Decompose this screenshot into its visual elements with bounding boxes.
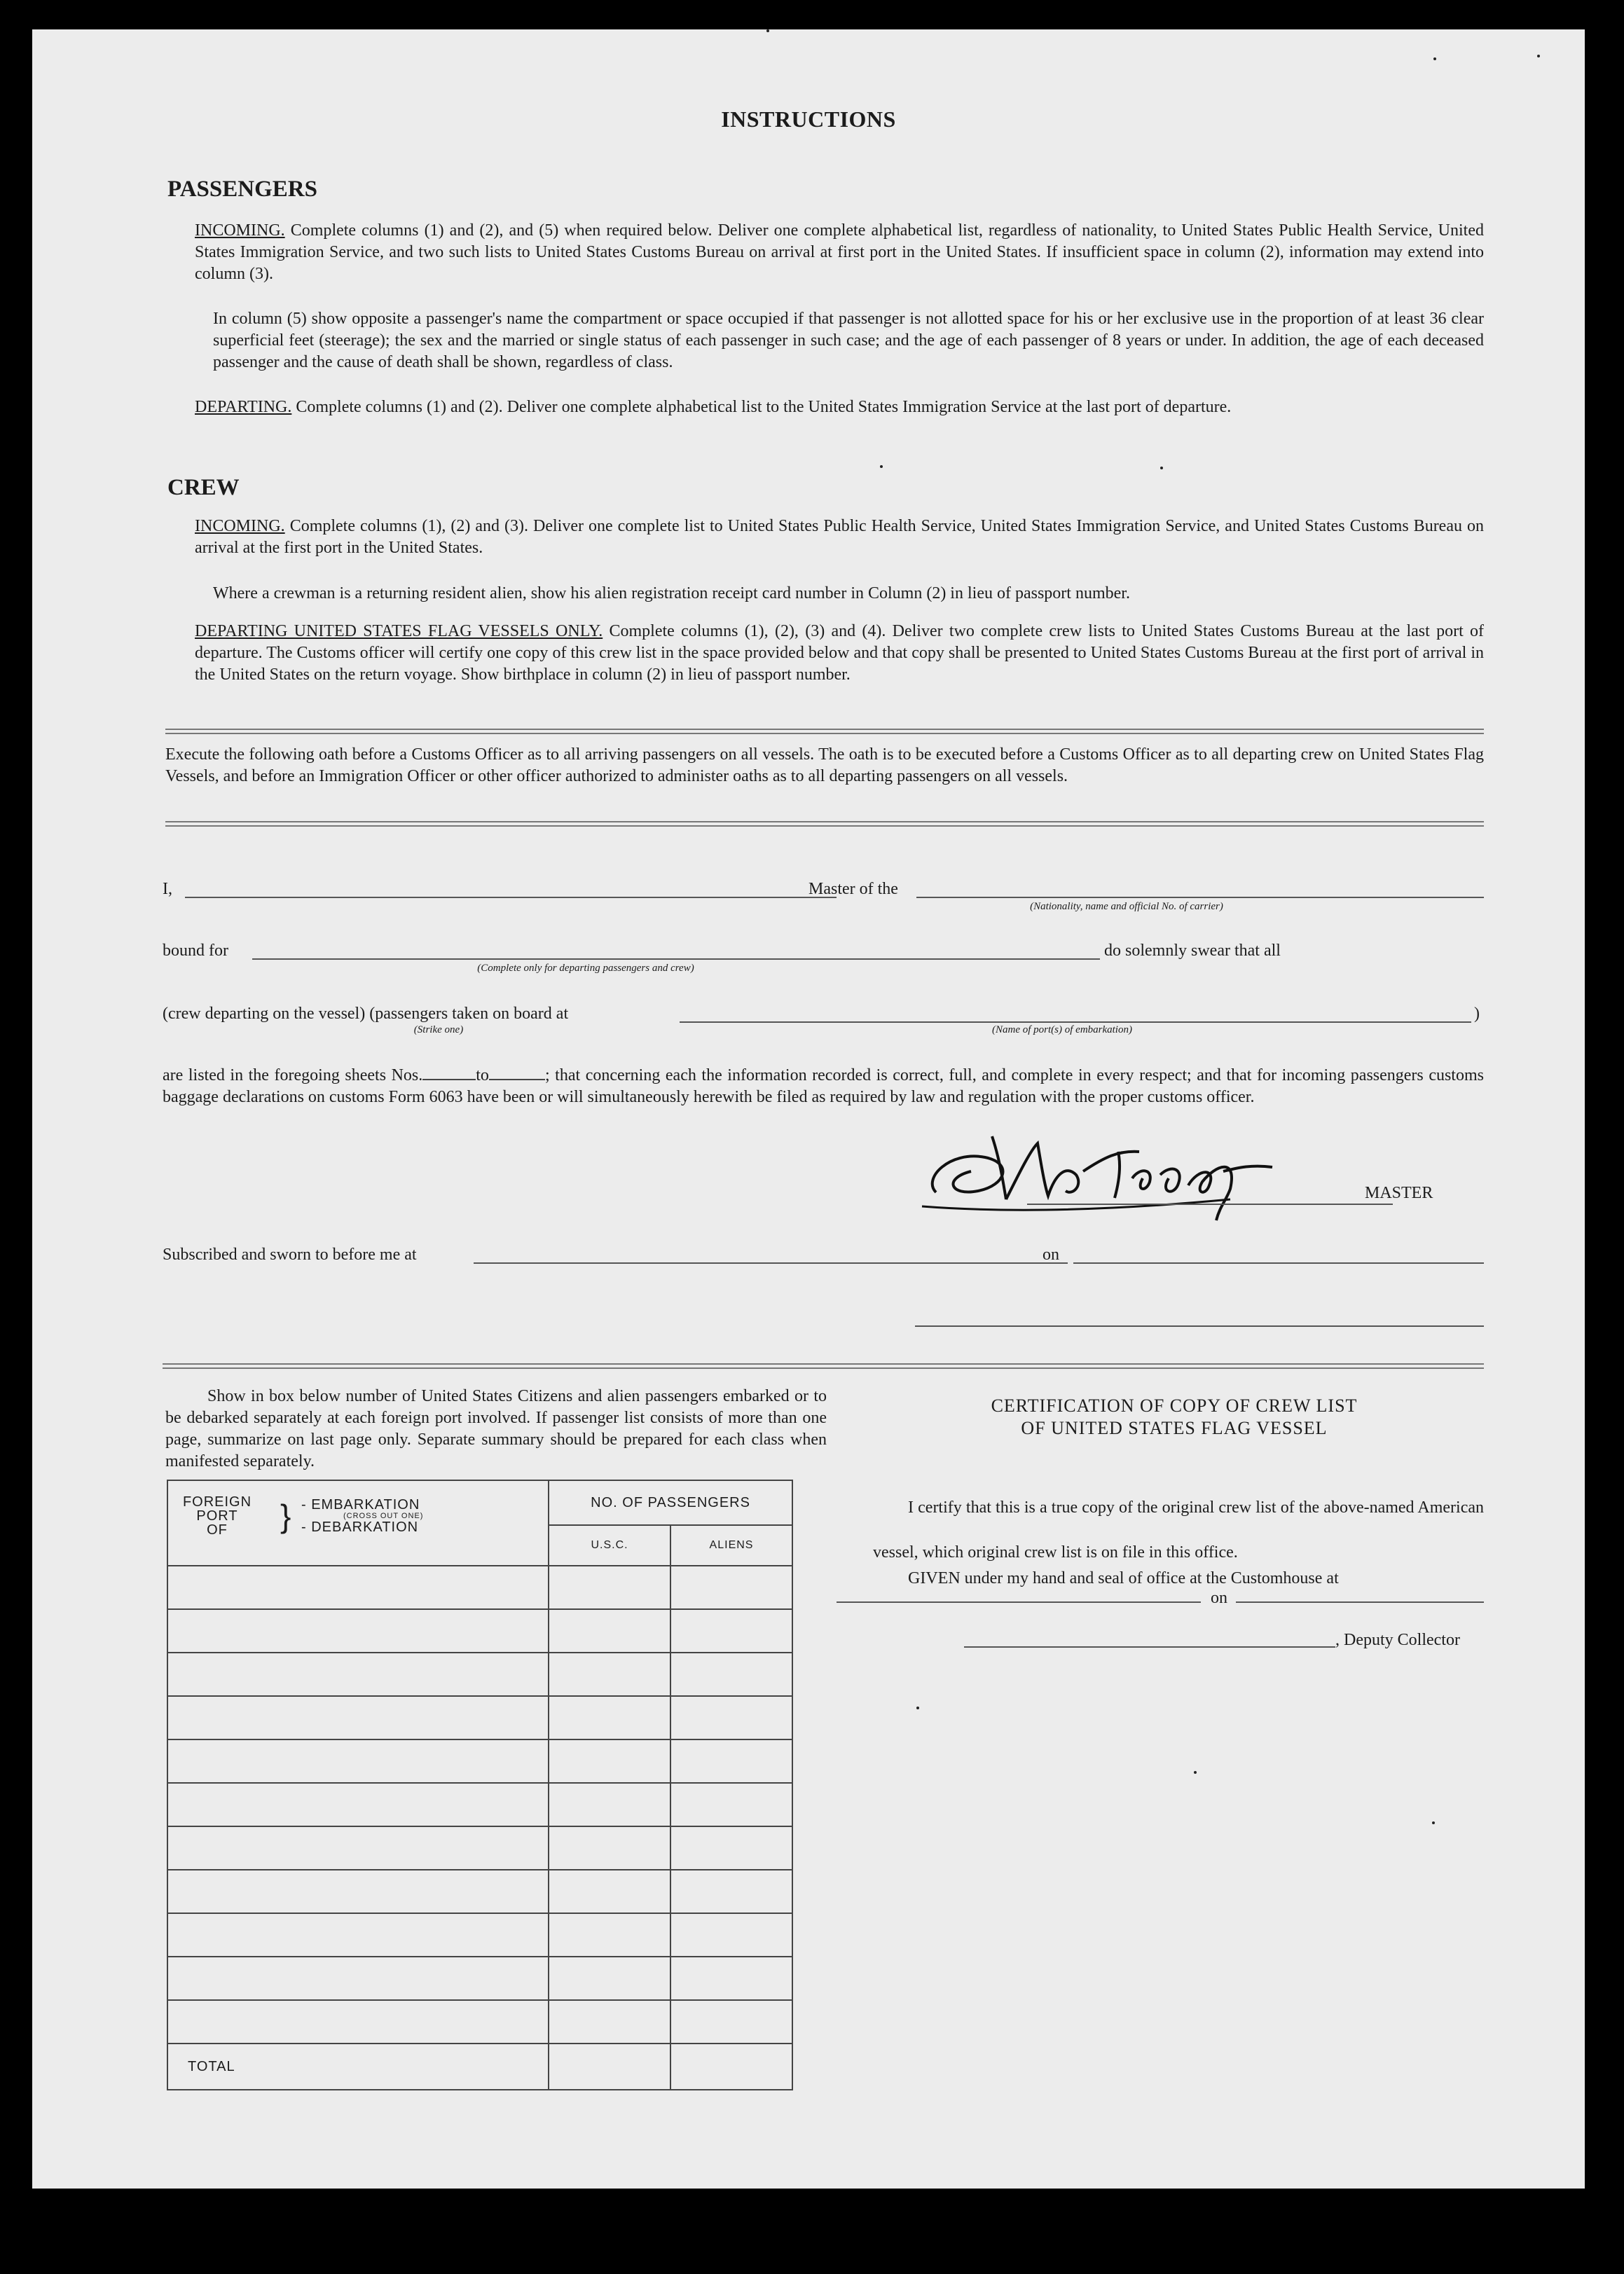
oath-bound-for: bound for — [163, 942, 228, 960]
table-cell-aliens[interactable] — [670, 1870, 792, 1913]
table-cell-aliens[interactable] — [670, 1609, 792, 1653]
table-cell-usc[interactable] — [549, 2000, 670, 2044]
crew-resident-alien-paragraph: Where a crewman is a returning resident alien, show his alien registration receipt card number in Column (2) in lieu of passport number. — [213, 584, 1130, 602]
carrier-field-caption: (Nationality, name and official No. of carrier) — [1030, 901, 1223, 912]
oath-sheets-paragraph: are listed in the foregoing sheets Nos. to ; that concerning each the information recorded is correct, full, and complete in every respect; and that for incoming passengers customs baggage declarations on customs Form 6063 have been or will simultaneously herewith be filed as required by law and regulation with the proper customs officer. — [163, 1066, 1484, 1106]
oath-master-of-the: Master of the — [808, 880, 898, 898]
closing-paren: ) — [1474, 1005, 1480, 1023]
table-row — [167, 1653, 792, 1696]
table-row — [167, 1739, 792, 1783]
table-cell-usc[interactable] — [549, 1826, 670, 1870]
brace-icon: } — [280, 1498, 291, 1534]
table-cell-aliens[interactable] — [670, 1913, 792, 1957]
embarkation-label: - EMBARKATION — [301, 1497, 420, 1512]
port-header-cell — [167, 1480, 549, 1566]
divider — [163, 1363, 1484, 1369]
port-of-embarkation-field[interactable] — [680, 1021, 1471, 1023]
customhouse-field[interactable] — [837, 1601, 1201, 1603]
total-label: TOTAL — [167, 2044, 549, 2090]
subscribed-sworn-label: Subscribed and sworn to before me at — [163, 1246, 417, 1264]
sheet-from-field[interactable] — [422, 1079, 476, 1080]
master-signature — [908, 1108, 1356, 1234]
usc-header: U.S.C. — [549, 1525, 670, 1566]
table-row — [167, 1696, 792, 1739]
destination-field[interactable] — [252, 958, 1100, 960]
certification-on-label: on — [1211, 1589, 1227, 1607]
table-cell-port[interactable] — [167, 1913, 549, 1957]
total-aliens-cell[interactable] — [670, 2044, 792, 2090]
table-cell-usc[interactable] — [549, 1870, 670, 1913]
table-cell-aliens[interactable] — [670, 1696, 792, 1739]
table-cell-port[interactable] — [167, 1870, 549, 1913]
given-under-text: GIVEN under my hand and seal of office at the Customhouse at — [908, 1569, 1339, 1587]
debarkation-label: - DEBARKATION — [301, 1520, 419, 1535]
table-cell-port[interactable] — [167, 1609, 549, 1653]
table-row — [167, 1566, 792, 1609]
table-cell-port[interactable] — [167, 1566, 549, 1609]
crew-departing-paragraph — [195, 621, 1484, 686]
sworn-place-field[interactable] — [474, 1262, 1068, 1264]
passengers-heading: PASSENGERS — [167, 177, 317, 202]
table-cell-aliens[interactable] — [670, 1826, 792, 1870]
certification-date-field[interactable] — [1236, 1601, 1484, 1603]
destination-field-caption: (Complete only for departing passengers and crew) — [477, 963, 694, 974]
table-cell-usc[interactable] — [549, 1566, 670, 1609]
deputy-collector-label: , Deputy Collector — [1335, 1631, 1460, 1649]
table-row — [167, 1826, 792, 1870]
table-row — [167, 1913, 792, 1957]
table-cell-usc[interactable] — [549, 1696, 670, 1739]
certification-title-2: OF UNITED STATES FLAG VESSEL — [1021, 1418, 1328, 1438]
table-cell-usc[interactable] — [549, 1783, 670, 1826]
carrier-field[interactable] — [916, 897, 1484, 898]
port-caption: (Name of port(s) of embarkation) — [992, 1024, 1132, 1035]
crew-departing-text: Complete columns (1), (2), (3) and (4). Deliver two complete crew lists to United States Customs Bureau at the last port of departure. The Customs officer will certify one copy of this crew list in the space provided below and that copy shall be presented to United States Customs Bureau at the first port of arrival in the United States on the return voyage. Show birthplace in column (2) in lieu of passport number. — [195, 622, 1484, 684]
table-cell-port[interactable] — [167, 1653, 549, 1696]
table-row — [167, 1870, 792, 1913]
table-cell-aliens[interactable] — [670, 1739, 792, 1783]
table-row — [167, 1957, 792, 2000]
passengers-departing-text: Complete columns (1) and (2). Deliver one complete alphabetical list to the United States Immigration Service at the last port of departure. — [296, 398, 1232, 416]
table-row — [167, 2000, 792, 2044]
oath-instructions: Execute the following oath before a Customs Officer as to all arriving passengers on all vessels. The oath is to be executed before a Customs Officer as to all departing crew on United States Flag Vessels, and before an Immigration Officer or other officer authorized to administer oaths as to all departing passengers on all vessels. — [165, 745, 1484, 785]
oath-swear-text: do solemnly swear that all — [1104, 942, 1281, 960]
table-cell-aliens[interactable] — [670, 1783, 792, 1826]
passengers-incoming-text: Complete columns (1) and (2), and (5) when required below. Deliver one complete alphabetical list, regardless of nationality, to United States Public Health Service, United States Immigration Service, and two such lists to United States Customs Bureau on arrival at first port in the United States. If insufficient space in column (2), information may extend into column (3). — [195, 221, 1484, 283]
master-label: MASTER — [1365, 1184, 1433, 1202]
crew-heading: CREW — [167, 475, 240, 500]
page-title: INSTRUCTIONS — [721, 106, 896, 132]
total-usc-cell[interactable] — [549, 2044, 670, 2090]
certification-title-1: CERTIFICATION OF COPY OF CREW LIST — [991, 1396, 1358, 1416]
table-cell-usc[interactable] — [549, 1913, 670, 1957]
table-cell-usc[interactable] — [549, 1739, 670, 1783]
oath-i-label: I, — [163, 880, 172, 898]
form-sheet — [32, 29, 1585, 2189]
passengers-incoming-label: INCOMING. — [195, 221, 285, 240]
table-cell-port[interactable] — [167, 2000, 549, 2044]
officer-signature-field[interactable] — [915, 1325, 1484, 1327]
crew-incoming-paragraph — [195, 516, 1484, 559]
divider — [165, 729, 1484, 734]
table-cell-port[interactable] — [167, 1957, 549, 2000]
divider — [165, 821, 1484, 827]
table-cell-usc[interactable] — [549, 1609, 670, 1653]
master-name-field[interactable] — [185, 897, 837, 898]
summary-instructions: Show in box below number of United States Citizens and alien passengers embarked or to be debarked separately at each foreign port involved. If passenger list consists of more than one page, summarize on last page only. Separate summary should be prepared for each class when manifested separately. — [165, 1387, 827, 1470]
sworn-on-label: on — [1042, 1246, 1059, 1264]
certification-text: I certify that this is a true copy of the original crew list of the above-named American vessel, which original crew list is on file in this office. — [873, 1498, 1484, 1562]
foreign-port-of-label: FOREIGN PORT OF — [182, 1494, 252, 1538]
table-cell-aliens[interactable] — [670, 1566, 792, 1609]
strike-one-caption: (Strike one) — [413, 1024, 464, 1035]
sworn-date-field[interactable] — [1073, 1262, 1484, 1264]
table-cell-usc[interactable] — [549, 1653, 670, 1696]
table-row — [167, 1783, 792, 1826]
deputy-collector-signature-field[interactable] — [964, 1646, 1335, 1648]
passengers-column5-paragraph: In column (5) show opposite a passenger's name the compartment or space occupied if that passenger is not allotted space for his or her exclusive use in the proportion of at least 36 clear superficial feet (steerage); the sex and the married or single status of each passenger in such case; and the age of each passenger of 8 years or under. In addition, the age of each deceased passenger and the cause of death shall be shown, regardless of class. — [213, 310, 1484, 371]
passengers-departing-label: DEPARTING. — [195, 398, 292, 416]
oath-crew-passengers: (crew departing on the vessel) (passengers taken on board at — [163, 1005, 569, 1023]
signature-line — [1027, 1204, 1393, 1205]
sheet-to-field[interactable] — [489, 1079, 545, 1080]
crew-incoming-label: INCOMING. — [195, 517, 285, 535]
no-of-passengers-header: NO. OF PASSENGERS — [549, 1480, 792, 1525]
table-cell-aliens[interactable] — [670, 2000, 792, 2044]
table-row — [167, 1609, 792, 1653]
passengers-departing-paragraph — [195, 397, 1484, 418]
passengers-summary-table — [167, 1480, 793, 2090]
passengers-incoming-paragraph — [195, 220, 1484, 285]
aliens-header: ALIENS — [670, 1525, 792, 1566]
crew-incoming-text: Complete columns (1), (2) and (3). Deliver one complete list to United States Public Health Service, United States Immigration Service, and United States Customs Bureau on arrival at the first port in the United States. — [195, 517, 1484, 557]
table-cell-aliens[interactable] — [670, 1957, 792, 2000]
cross-out-one-label: (CROSS OUT ONE) — [343, 1512, 424, 1520]
table-cell-port[interactable] — [167, 1826, 549, 1870]
table-cell-port[interactable] — [167, 1696, 549, 1739]
table-cell-port[interactable] — [167, 1739, 549, 1783]
table-cell-aliens[interactable] — [670, 1653, 792, 1696]
table-cell-usc[interactable] — [549, 1957, 670, 2000]
table-cell-port[interactable] — [167, 1783, 549, 1826]
crew-departing-label: DEPARTING UNITED STATES FLAG VESSELS ONLY. — [195, 622, 603, 640]
